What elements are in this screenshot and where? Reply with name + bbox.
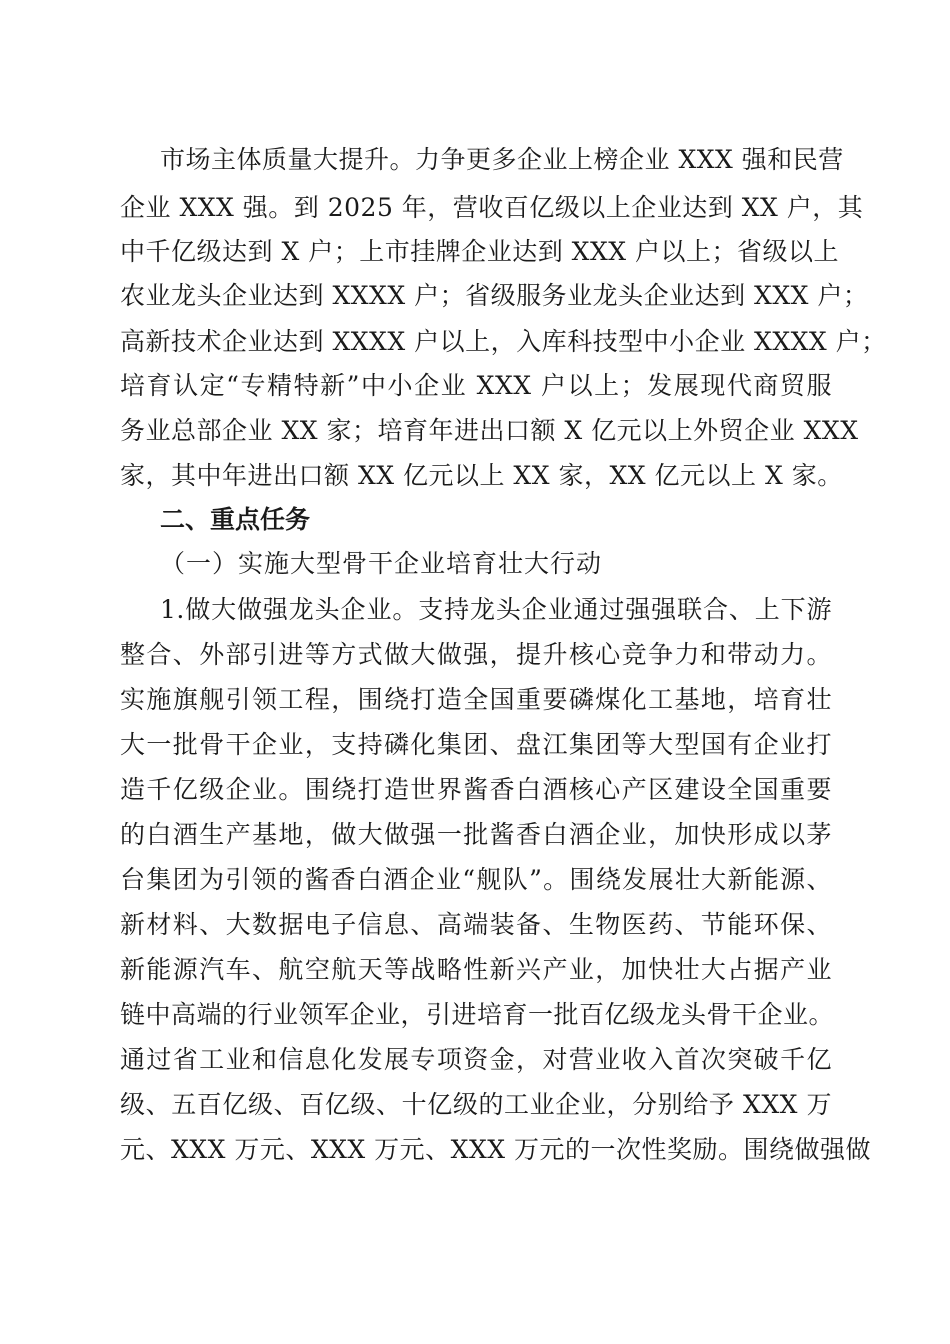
text-line: 1.做大做强龙头企业。支持龙头企业通过强强联合、上下游 — [160, 595, 832, 624]
text-line: 整合、外部引进等方式做大做强，提升核心竞争力和带动力。 — [120, 640, 832, 669]
text-line: 实施旗舰引领工程，围绕打造全国重要磷煤化工基地，培育壮 — [120, 685, 832, 714]
subsection-heading: （一）实施大型骨干企业培育壮大行动 — [160, 549, 603, 578]
text-line: 高新技术企业达到 XXXX 户以上，入库科技型中小企业 XXXX 户； — [120, 327, 887, 356]
text-line: 农业龙头企业达到 XXXX 户；省级服务业龙头企业达到 XXX 户； — [120, 281, 869, 310]
text-line: 培育认定“专精特新”中小企业 XXX 户以上；发展现代商贸服 — [120, 371, 832, 400]
text-line: 的白酒生产基地，做大做强一批酱香白酒企业，加快形成以茅 — [120, 820, 832, 849]
text-line: 大一批骨干企业，支持磷化集团、盘江集团等大型国有企业打 — [120, 730, 832, 759]
text-line: 元、XXX 万元、XXX 万元、XXX 万元的一次性奖励。围绕做强做 — [120, 1135, 872, 1164]
text-line: 级、五百亿级、百亿级、十亿级的工业企业，分别给予 XXX 万 — [120, 1090, 832, 1119]
text-line: 新能源汽车、航空航天等战略性新兴产业，加快壮大占据产业 — [120, 955, 832, 984]
text-line: 中千亿级达到 X 户；上市挂牌企业达到 XXX 户以上；省级以上 — [120, 237, 839, 266]
text-line: 新材料、大数据电子信息、高端装备、生物医药、节能环保、 — [120, 910, 832, 939]
text-line: 务业总部企业 XX 家；培育年进出口额 X 亿元以上外贸企业 XXX — [120, 416, 859, 445]
text-line: 企业 XXX 强。到 2025 年，营收百亿级以上企业达到 XX 户，其 — [120, 193, 864, 222]
section-heading: 二、重点任务 — [160, 505, 311, 534]
text-line: 家，其中年进出口额 XX 亿元以上 XX 家，XX 亿元以上 X 家。 — [120, 461, 843, 490]
text-line: 造千亿级企业。围绕打造世界酱香白酒核心产区建设全国重要 — [120, 775, 832, 804]
text-line: 市场主体质量大提升。力争更多企业上榜企业 XXX 强和民营 — [160, 145, 844, 174]
text-line: 台集团为引领的酱香白酒企业“舰队”。围绕发展壮大新能源、 — [120, 865, 832, 894]
text-line: 通过省工业和信息化发展专项资金，对营业收入首次突破千亿 — [120, 1045, 832, 1074]
text-line: 链中高端的行业领军企业，引进培育一批百亿级龙头骨干企业。 — [120, 1000, 835, 1029]
